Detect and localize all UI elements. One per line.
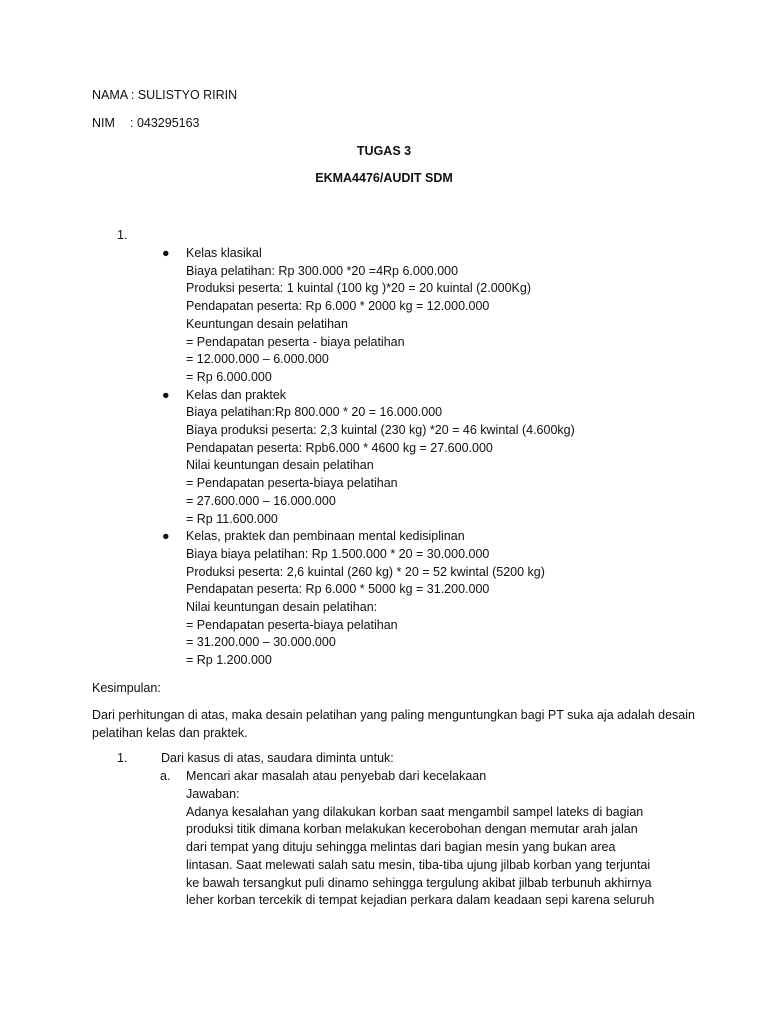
bullet-heading: Kelas klasikal [186, 246, 262, 260]
nim-label: NIM [92, 116, 115, 130]
calc-line: Biaya produksi peserta: 2,3 kuintal (230 kg) *20 = 46 kwintal (4.600kg) [186, 423, 575, 438]
calc-line: Biaya pelatihan: Rp 300.000 *20 =4Rp 6.000.000 [186, 263, 459, 278]
calc-line: = 12.000.000 – 6.000.000 [186, 352, 329, 367]
section1-number: 1. [117, 228, 128, 242]
calc-line: Keuntungan desain pelatihan [186, 316, 348, 331]
answer-line: lintasan. Saat melewati salah satu mesin, tiba-tiba ujung jilbab korban yang terjuntai [186, 857, 651, 872]
bullet-item [160, 528, 575, 670]
calc-line: Pendapatan peserta: Rp 6.000 * 2000 kg = 12.000.000 [186, 299, 490, 314]
answer-line: dari tempat yang dituju sehingga melintas dari bagian mesin yang bukan area [186, 840, 616, 855]
bullet-item [160, 245, 575, 387]
course-title: EKMA4476/AUDIT SDM [315, 171, 453, 185]
bullet-heading: Kelas, praktek dan pembinaan mental kedisiplinan [186, 529, 465, 544]
sub-question-label: a. [160, 769, 171, 783]
bullet-icon: ● [162, 246, 170, 260]
calc-line: Biaya biaya pelatihan: Rp 1.500.000 * 20 = 30.000.000 [186, 546, 490, 561]
calc-line: Produksi peserta: 1 kuintal (100 kg )*20 = 20 kuintal (2.000Kg) [186, 281, 531, 296]
sub-question-text: Mencari akar masalah atau penyebab dari kecelakaan [186, 769, 487, 783]
calc-line: Pendapatan peserta: Rpb6.000 * 4600 kg = 27.600.000 [186, 440, 493, 455]
conclusion-paragraph: Dari perhitungan di atas, maka desain pelatihan yang paling menguntungkan bagi PT suka aja adalah desain pelatihan kelas dan praktek. [92, 708, 695, 740]
student-nim [92, 115, 200, 133]
calc-line: = Pendapatan peserta - biaya pelatihan [186, 334, 405, 349]
question-number: 1. [117, 751, 128, 765]
calc-line: = Rp 6.000.000 [186, 369, 272, 384]
conclusion-label: Kesimpulan: [92, 681, 161, 695]
bullet-icon: ● [162, 387, 170, 402]
question-text: Dari kasus di atas, saudara diminta untuk: [161, 751, 394, 765]
answer-label: Jawaban: [186, 787, 240, 801]
bullet-heading: Kelas dan praktek [186, 387, 287, 402]
calc-line: Biaya pelatihan:Rp 800.000 * 20 = 16.000.000 [186, 405, 443, 420]
answer-line: produksi titik dimana korban melakukan kecerobohan dengan memutar arah jalan [186, 822, 638, 837]
section1-bullet-list [160, 245, 575, 670]
nim-value: : 043295163 [130, 116, 200, 130]
answer-block [186, 786, 654, 910]
calc-line: = Pendapatan peserta-biaya pelatihan [186, 476, 398, 491]
calc-line: = Rp 1.200.000 [186, 653, 272, 668]
answer-line: Adanya kesalahan yang dilakukan korban saat mengambil sampel lateks di bagian [186, 804, 644, 819]
question-item [117, 750, 394, 768]
calc-line: Nilai keuntungan desain pelatihan: [186, 600, 378, 615]
bullet-item [160, 387, 575, 529]
calc-line: Produksi peserta: 2,6 kuintal (260 kg) * 20 = 52 kwintal (5200 kg) [186, 564, 545, 579]
calc-line: Nilai keuntungan desain pelatihan [186, 458, 374, 473]
assignment-title: TUGAS 3 [356, 144, 412, 158]
calc-line: = Pendapatan peserta-biaya pelatihan [186, 617, 398, 632]
student-name: NAMA : SULISTYO RIRIN [92, 88, 238, 102]
sub-question [160, 768, 486, 786]
bullet-icon: ● [162, 529, 170, 544]
answer-line: ke bawah tersangkut puli dinamo sehingga tergulung akibat jilbab terbunuh akhirnya [186, 875, 652, 890]
calc-line: = 27.600.000 – 16.000.000 [186, 493, 336, 508]
calc-line: = 31.200.000 – 30.000.000 [186, 635, 336, 650]
calc-line: = Rp 11.600.000 [186, 511, 278, 526]
answer-line: leher korban tercekik di tempat kejadian perkara dalam keadaan sepi karena seluruh [186, 893, 655, 908]
calc-line: Pendapatan peserta: Rp 6.000 * 5000 kg = 31.200.000 [186, 582, 490, 597]
